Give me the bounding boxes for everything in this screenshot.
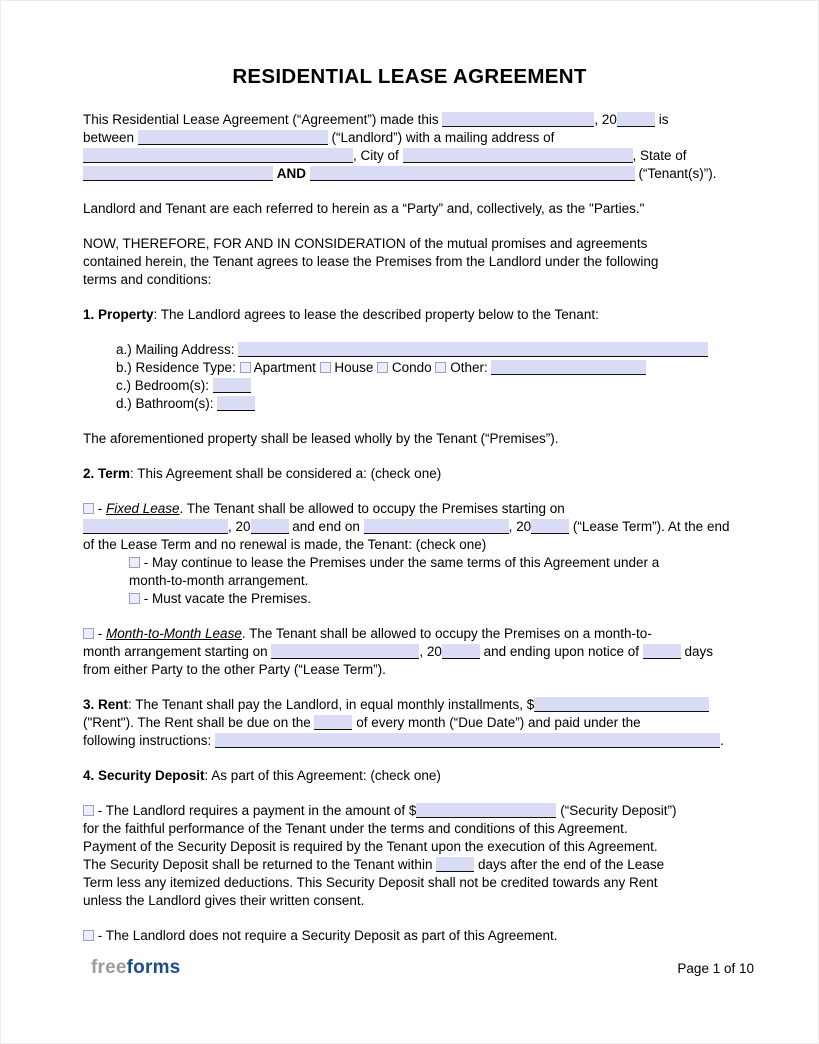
consideration-clause bbox=[83, 235, 736, 289]
text-line bbox=[83, 306, 736, 324]
bold-text-run: 1. Property bbox=[83, 307, 154, 322]
text-line bbox=[83, 359, 736, 377]
form-field-blank[interactable] bbox=[364, 519, 509, 534]
checkbox[interactable] bbox=[377, 362, 388, 373]
text-run: Payment of the Security Deposit is required by the Tenant upon the execution of this Agreement. bbox=[83, 839, 658, 854]
text-line bbox=[83, 732, 736, 750]
premises-clause bbox=[83, 430, 736, 448]
text-line bbox=[83, 572, 736, 590]
text-run: . bbox=[720, 733, 724, 748]
form-field-blank[interactable] bbox=[83, 166, 273, 181]
text-run: - The Landlord does not require a Security Deposit as part of this Agreement. bbox=[94, 928, 558, 943]
fixed-lease-option bbox=[83, 500, 736, 608]
bold-text-run: 3. Rent bbox=[83, 697, 129, 712]
text-run: . The Tenant shall be allowed to occupy the Premises on a month-to- bbox=[241, 626, 652, 641]
form-field-blank[interactable] bbox=[416, 803, 556, 818]
text-line bbox=[83, 518, 736, 536]
text-run: ("Rent"). The Rent shall be due on the bbox=[83, 715, 315, 730]
text-run: House bbox=[330, 360, 378, 375]
freeforms-logo bbox=[91, 957, 180, 979]
section-2-term bbox=[83, 465, 736, 483]
text-run: Other: bbox=[446, 360, 492, 375]
checkbox[interactable] bbox=[83, 628, 94, 639]
text-run: (“Tenant(s)”). bbox=[634, 166, 717, 181]
form-field-blank[interactable] bbox=[310, 166, 635, 181]
text-run: , 20 bbox=[594, 112, 617, 127]
form-field-blank[interactable] bbox=[215, 733, 720, 748]
text-run: d.) Bathroom(s): bbox=[116, 396, 218, 411]
form-field-blank[interactable] bbox=[238, 342, 708, 357]
page-footer bbox=[91, 957, 754, 979]
bold-text-run: AND bbox=[276, 166, 307, 181]
checkbox[interactable] bbox=[435, 362, 446, 373]
text-run: between bbox=[83, 130, 138, 145]
text-run: month-to-month arrangement. bbox=[129, 573, 309, 588]
text-line bbox=[83, 377, 736, 395]
text-line bbox=[83, 500, 736, 518]
text-run: The Security Deposit shall be returned to the Tenant within bbox=[83, 857, 437, 872]
section-4-security-deposit bbox=[83, 767, 736, 785]
text-run: The aforementioned property shall be leased wholly by the Tenant (“Premises”). bbox=[83, 431, 559, 446]
property-details-list bbox=[83, 341, 736, 413]
form-field-blank[interactable] bbox=[442, 644, 480, 659]
text-run: days bbox=[680, 644, 714, 659]
form-field-blank[interactable] bbox=[442, 112, 594, 127]
section-1-property bbox=[83, 306, 736, 324]
month-to-month-option bbox=[83, 625, 736, 679]
checkbox[interactable] bbox=[83, 805, 94, 816]
text-run: , 20 bbox=[508, 519, 532, 534]
text-run: . The Tenant shall be allowed to occupy the Premises starting on bbox=[179, 501, 565, 516]
text-run: : This Agreement shall be considered a: (check one) bbox=[130, 466, 442, 481]
bold-text-run: 2. Term bbox=[83, 466, 131, 481]
text-run: of the Lease Term and no renewal is made, the Tenant: (check one) bbox=[83, 537, 487, 552]
text-run: terms and conditions: bbox=[83, 272, 212, 287]
text-line bbox=[83, 590, 736, 608]
form-field-blank[interactable] bbox=[403, 148, 633, 163]
text-run: : The Tenant shall pay the Landlord, in equal monthly installments, $ bbox=[128, 697, 535, 712]
logo-text-forms: forms bbox=[126, 957, 181, 978]
document-title: RESIDENTIAL LEASE AGREEMENT bbox=[232, 65, 587, 88]
text-run: , 20 bbox=[228, 519, 251, 534]
text-run: NOW, THEREFORE, FOR AND IN CONSIDERATION of the mutual promises and agreements bbox=[83, 236, 648, 251]
text-run: : As part of this Agreement: (check one) bbox=[204, 768, 441, 783]
text-line bbox=[83, 147, 736, 165]
form-field-blank[interactable] bbox=[643, 644, 681, 659]
text-line bbox=[83, 395, 736, 413]
text-line bbox=[83, 696, 736, 714]
text-run: - The Landlord requires a payment in the amount of $ bbox=[94, 803, 417, 818]
text-run: from either Party to the other Party (“Lease Term”). bbox=[83, 662, 386, 677]
form-field-blank[interactable] bbox=[138, 130, 328, 145]
text-run: , 20 bbox=[419, 644, 442, 659]
text-line bbox=[83, 661, 736, 679]
page-number: Page 1 of 10 bbox=[677, 960, 754, 976]
text-run: and end on bbox=[288, 519, 364, 534]
security-deposit-required-option bbox=[83, 802, 736, 910]
text-run: of every month (“Due Date”) and paid under the bbox=[352, 715, 641, 730]
form-field-blank[interactable] bbox=[251, 519, 289, 534]
text-line bbox=[83, 856, 736, 874]
form-field-blank[interactable] bbox=[491, 360, 646, 375]
text-run: following instructions: bbox=[83, 733, 216, 748]
form-field-blank[interactable] bbox=[617, 112, 655, 127]
text-run: Landlord and Tenant are each referred to herein as a “Party” and, collectively, as the "Parties." bbox=[83, 201, 645, 216]
section-3-rent bbox=[83, 696, 736, 750]
text-line bbox=[83, 253, 736, 271]
text-line bbox=[83, 554, 736, 572]
text-run: for the faithful performance of the Tenant under the terms and conditions of this Agreement. bbox=[83, 821, 628, 836]
text-run: is bbox=[654, 112, 669, 127]
form-field-blank[interactable] bbox=[271, 644, 419, 659]
text-line bbox=[83, 874, 736, 892]
text-run: a.) Mailing Address: bbox=[116, 342, 239, 357]
security-deposit-not-required-option bbox=[83, 927, 736, 945]
text-line bbox=[83, 625, 736, 643]
form-field-blank[interactable] bbox=[436, 857, 474, 872]
text-line bbox=[83, 927, 736, 945]
text-line bbox=[83, 235, 736, 253]
form-field-blank[interactable] bbox=[217, 396, 255, 411]
text-run: days after the end of the Lease bbox=[474, 857, 665, 872]
form-field-blank[interactable] bbox=[314, 715, 352, 730]
intro-paragraph bbox=[83, 111, 736, 183]
bold-text-run: 4. Security Deposit bbox=[83, 768, 205, 783]
text-run: b.) Residence Type: bbox=[116, 360, 240, 375]
text-run: , State of bbox=[632, 148, 687, 163]
text-run: (“Lease Term”). At the end bbox=[569, 519, 730, 534]
checkbox[interactable] bbox=[129, 593, 140, 604]
text-run: unless the Landlord gives their written consent. bbox=[83, 893, 365, 908]
text-line bbox=[83, 536, 736, 554]
text-line bbox=[83, 714, 736, 732]
checkbox[interactable] bbox=[129, 557, 140, 568]
text-line bbox=[83, 200, 736, 218]
italic-underlined-text: Month-to-Month Lease bbox=[106, 626, 242, 641]
text-run: c.) Bedroom(s): bbox=[116, 378, 213, 393]
checkbox[interactable] bbox=[320, 362, 331, 373]
text-run: Term less any itemized deductions. This Security Deposit shall not be credited towards any Rent bbox=[83, 875, 658, 890]
checkbox[interactable] bbox=[240, 362, 251, 373]
text-run: This Residential Lease Agreement (“Agreement”) made this bbox=[83, 112, 443, 127]
text-line bbox=[83, 767, 736, 785]
text-line bbox=[83, 643, 736, 661]
text-line bbox=[83, 271, 736, 289]
form-field-blank[interactable] bbox=[83, 148, 353, 163]
text-run: - bbox=[94, 626, 106, 641]
form-field-blank[interactable] bbox=[531, 519, 569, 534]
text-run: (“Security Deposit”) bbox=[556, 803, 677, 818]
logo-text-free: free bbox=[91, 957, 127, 978]
text-run: contained herein, the Tenant agrees to lease the Premises from the Landlord under the following bbox=[83, 254, 659, 269]
italic-underlined-text: Fixed Lease bbox=[106, 501, 180, 516]
text-line bbox=[83, 820, 736, 838]
text-line bbox=[83, 892, 736, 910]
text-run: , City of bbox=[353, 148, 403, 163]
form-field-blank[interactable] bbox=[534, 697, 709, 712]
form-field-blank[interactable] bbox=[83, 519, 228, 534]
text-run: - Must vacate the Premises. bbox=[140, 591, 312, 606]
text-line bbox=[83, 838, 736, 856]
text-run: - May continue to lease the Premises under the same terms of this Agreement under a bbox=[140, 555, 660, 570]
text-run: : The Landlord agrees to lease the described property below to the Tenant: bbox=[153, 307, 599, 322]
text-run: and ending upon notice of bbox=[479, 644, 643, 659]
checkbox[interactable] bbox=[83, 503, 94, 514]
text-run: month arrangement starting on bbox=[83, 644, 272, 659]
text-run: Condo bbox=[388, 360, 436, 375]
text-line bbox=[83, 465, 736, 483]
text-line bbox=[83, 802, 736, 820]
text-run: (“Landlord”) with a mailing address of bbox=[327, 130, 555, 145]
text-line bbox=[83, 129, 736, 147]
checkbox[interactable] bbox=[83, 930, 94, 941]
document-body bbox=[1, 111, 818, 945]
text-run: - bbox=[94, 501, 106, 516]
text-line bbox=[83, 165, 736, 183]
text-line bbox=[83, 111, 736, 129]
text-run: Apartment bbox=[250, 360, 320, 375]
parties-clause bbox=[83, 200, 736, 218]
text-line bbox=[83, 341, 736, 359]
text-line bbox=[83, 430, 736, 448]
form-field-blank[interactable] bbox=[213, 378, 251, 393]
